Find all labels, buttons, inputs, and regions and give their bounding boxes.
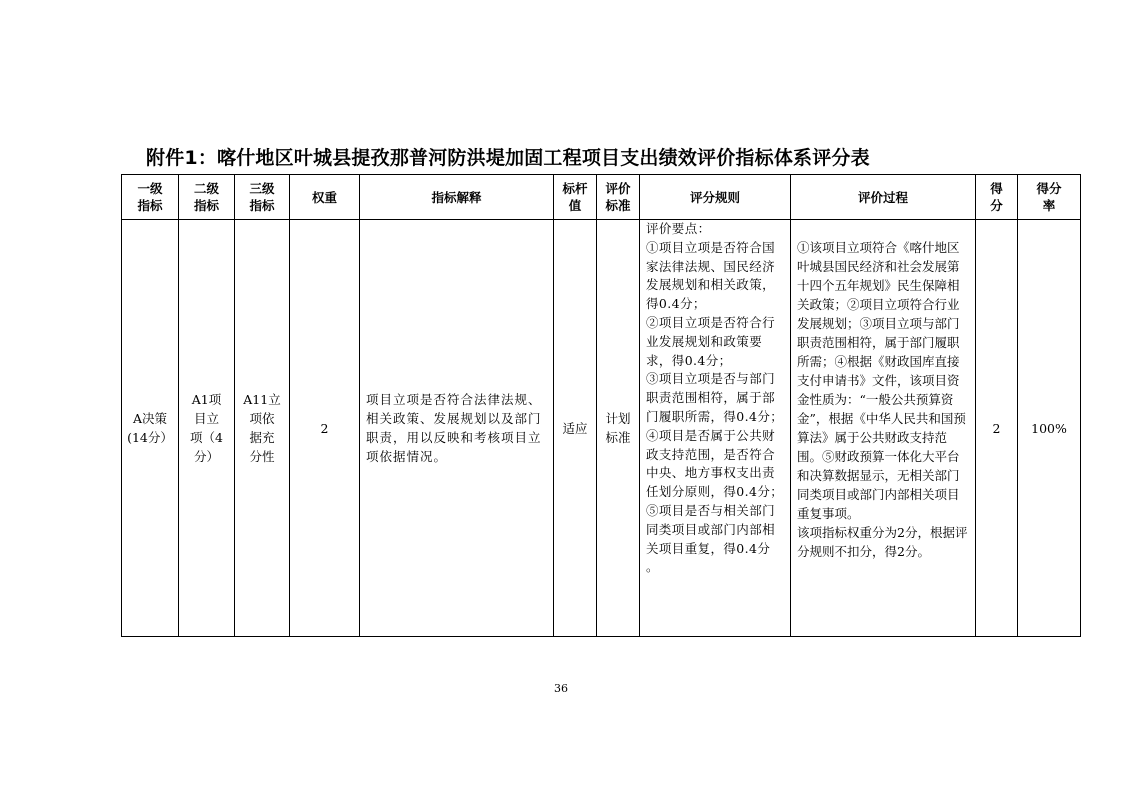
page-number: 36 [554,682,568,695]
cell-benchmark: 适应 [554,220,597,637]
header-score: 得 分 [976,175,1018,220]
cell-score: 2 [976,220,1018,637]
header-standard: 评价 标准 [597,175,640,220]
score-table [121,174,1081,637]
cell-process: ①该项目立项符合《喀什地区叶城县国民经济和社会发展第十四个五年规划》民生保障相关政策；②项目立项符合行业发展规划；③项目立项与部门职责范围相符，属于部门履职所需；④根据《财政国库直接支付申请书》文件，该项目资金性质为：“一般公共预算资金”，根据《中华人民共和国预算法》属于公共财政支持范围。⑤财政预算一体化大平台和决算数据显示，无相关部门同类项目或部门内部相关项目重复事项。 该项指标权重分为2分，根据评分规则不扣分，得2分。 [791,220,976,637]
header-level1: 一级 指标 [122,175,179,220]
header-process: 评价过程 [791,175,976,220]
header-level3: 三级 指标 [235,175,290,220]
table-row [122,220,1081,637]
page-title: 附件1：喀什地区叶城县提孜那普河防洪堤加固工程项目支出绩效评价指标体系评分表 [146,147,870,169]
cell-weight: 2 [290,220,360,637]
cell-standard: 计划 标准 [597,220,640,637]
header-explanation: 指标解释 [360,175,554,220]
cell-level1: A决策 (14分） [122,220,179,637]
header-row [122,175,1081,220]
cell-score-rate: 100% [1018,220,1081,637]
header-weight: 权重 [290,175,360,220]
header-benchmark: 标杆 值 [554,175,597,220]
cell-level3: A11立 项依 据充 分性 [235,220,290,637]
cell-level2: A1项 目立 项（4 分） [179,220,235,637]
cell-explanation: 项目立项是否符合法律法规、相关政策、发展规划以及部门职责，用以反映和考核项目立项依据情况。 [360,220,554,637]
header-rules: 评分规则 [640,175,791,220]
header-level2: 二级 指标 [179,175,235,220]
cell-rules: 评价要点： ①项目立项是否符合国家法律法规、国民经济发展规划和相关政策，得0.4分； ②项目立项是否符合行业发展规划和政策要求，得0.4分； ③项目立项是否与部门职责范围相符，属于部门履职所需，得0.4分； ④项目是否属于公共财政支持范围，是否符合中央、地方事权支出责任划分原则，得0.4分； ⑤项目是否与相关部门同类项目或部门内部相关项目重复，得0.4分 。 [640,220,791,637]
header-score-rate: 得分 率 [1018,175,1081,220]
